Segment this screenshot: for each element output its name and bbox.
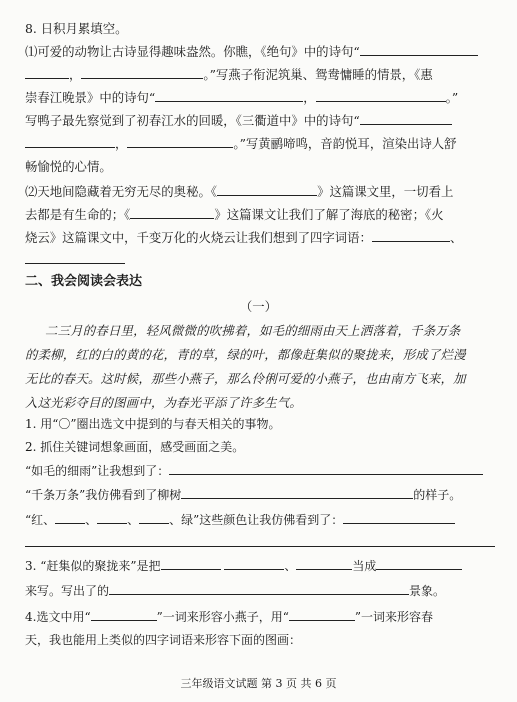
answer-blank[interactable]: [91, 609, 157, 621]
answer-blank[interactable]: [25, 263, 125, 264]
q8-p2-line2: 去都是有生命的；《 》这篇课文让我们了解了海底的秘密；《火: [25, 207, 444, 222]
answer-blank[interactable]: [130, 207, 214, 219]
question-2c: “红、 、 、 、绿”这些颜色让我仿佛看到了：: [25, 512, 495, 529]
answer-blank[interactable]: [127, 136, 233, 148]
answer-blank[interactable]: [139, 512, 169, 524]
passage-line: 入这光彩夺目的图画中，为春光平添了许多生气。: [25, 395, 302, 410]
q8-p1-line2: ， 。”写燕子衔泥筑巢、鸳鸯慵睡的情景，《惠: [25, 66, 495, 83]
passage-line: 二三月的春日里，轻风微微的吹拂着，如毛的细雨由天上洒落着，千条万条: [45, 323, 461, 338]
answer-blank[interactable]: [25, 546, 495, 547]
question-2a: “如毛的细雨”让我想到了：: [25, 463, 495, 480]
answer-blank[interactable]: [97, 512, 127, 524]
answer-blank[interactable]: [372, 230, 450, 242]
passage-subtitle: （一）: [239, 299, 278, 314]
question-1: 1. 用“〇”圈出选文中提到的与春天相关的事物。: [25, 417, 281, 431]
section-title: 二、我会阅读会表达: [25, 274, 143, 289]
answer-blank[interactable]: [25, 136, 115, 148]
page-footer: 三年级语文试题 第 3 页 共 6 页: [180, 677, 337, 690]
answer-blank[interactable]: [224, 558, 284, 570]
answer-blank[interactable]: [217, 184, 317, 196]
q8-p2-line3: 烧云》这篇课文中，千变万化的火烧云让我们想到了四字词语： 、: [25, 230, 463, 245]
question-3: 3. “赶集似的聚拢来”是把 、 当成: [25, 558, 495, 575]
answer-blank[interactable]: [109, 583, 409, 595]
q8-p2-line1: ⑵天地间隐藏着无穷无尽的奥秘。《 》这篇课文里，一切看上: [25, 184, 454, 199]
answer-blank[interactable]: [360, 113, 452, 125]
answer-blank[interactable]: [155, 90, 303, 102]
answer-blank[interactable]: [289, 609, 355, 621]
answer-blank[interactable]: [316, 90, 446, 102]
answer-blank[interactable]: [161, 558, 221, 570]
answer-blank[interactable]: [181, 487, 413, 499]
q8-title: 8. 日积月累填空。: [25, 21, 128, 36]
passage-line: 的柔柳，红的白的黄的花，青的草，绿的叶，都像赶集似的聚拢来，形成了烂漫: [25, 347, 466, 362]
question-2b: “千条万条”我仿佛看到了柳树 的样子。: [25, 488, 462, 502]
answer-blank[interactable]: [55, 512, 85, 524]
question-2: 2. 抓住关键词想象画面，感受画面之美。: [25, 440, 245, 454]
q8-p1-line6: 畅愉悦的心情。: [25, 159, 112, 174]
question-4-cont: 天，我也能用上类似的四字词语来形容下面的图画：: [25, 633, 302, 647]
answer-blank[interactable]: [169, 463, 483, 475]
answer-blank[interactable]: [376, 558, 462, 570]
q8-p1-line4: 写鸭子最先察觉到了初春江水的回暖，《三衢道中》中的诗句“: [25, 112, 495, 129]
question-3-cont: 来写。写出了的 景象。: [25, 584, 446, 598]
answer-blank[interactable]: [343, 512, 455, 524]
answer-blank[interactable]: [25, 67, 69, 79]
q8-p1-line1: ⑴可爱的动物让古诗显得趣味盎然。你瞧，《绝句》中的诗句“: [25, 43, 495, 60]
answer-blank[interactable]: [360, 44, 478, 56]
question-4: 4.选文中用“ ”一词来形容小燕子，用“ ”一词来形容春: [25, 610, 434, 624]
answer-blank[interactable]: [81, 67, 203, 79]
passage-line: 无比的春天。这时候，那些小燕子，那么伶俐可爱的小燕子，也由南方飞来，加: [25, 371, 466, 386]
answer-blank[interactable]: [296, 558, 352, 570]
q8-p1-line3: 崇春江晚景》中的诗句“ ， 。”: [25, 90, 459, 105]
q8-p1-line5: ， 。”写黄鹂啼鸣，音韵悦耳，渲染出诗人舒: [25, 135, 495, 152]
